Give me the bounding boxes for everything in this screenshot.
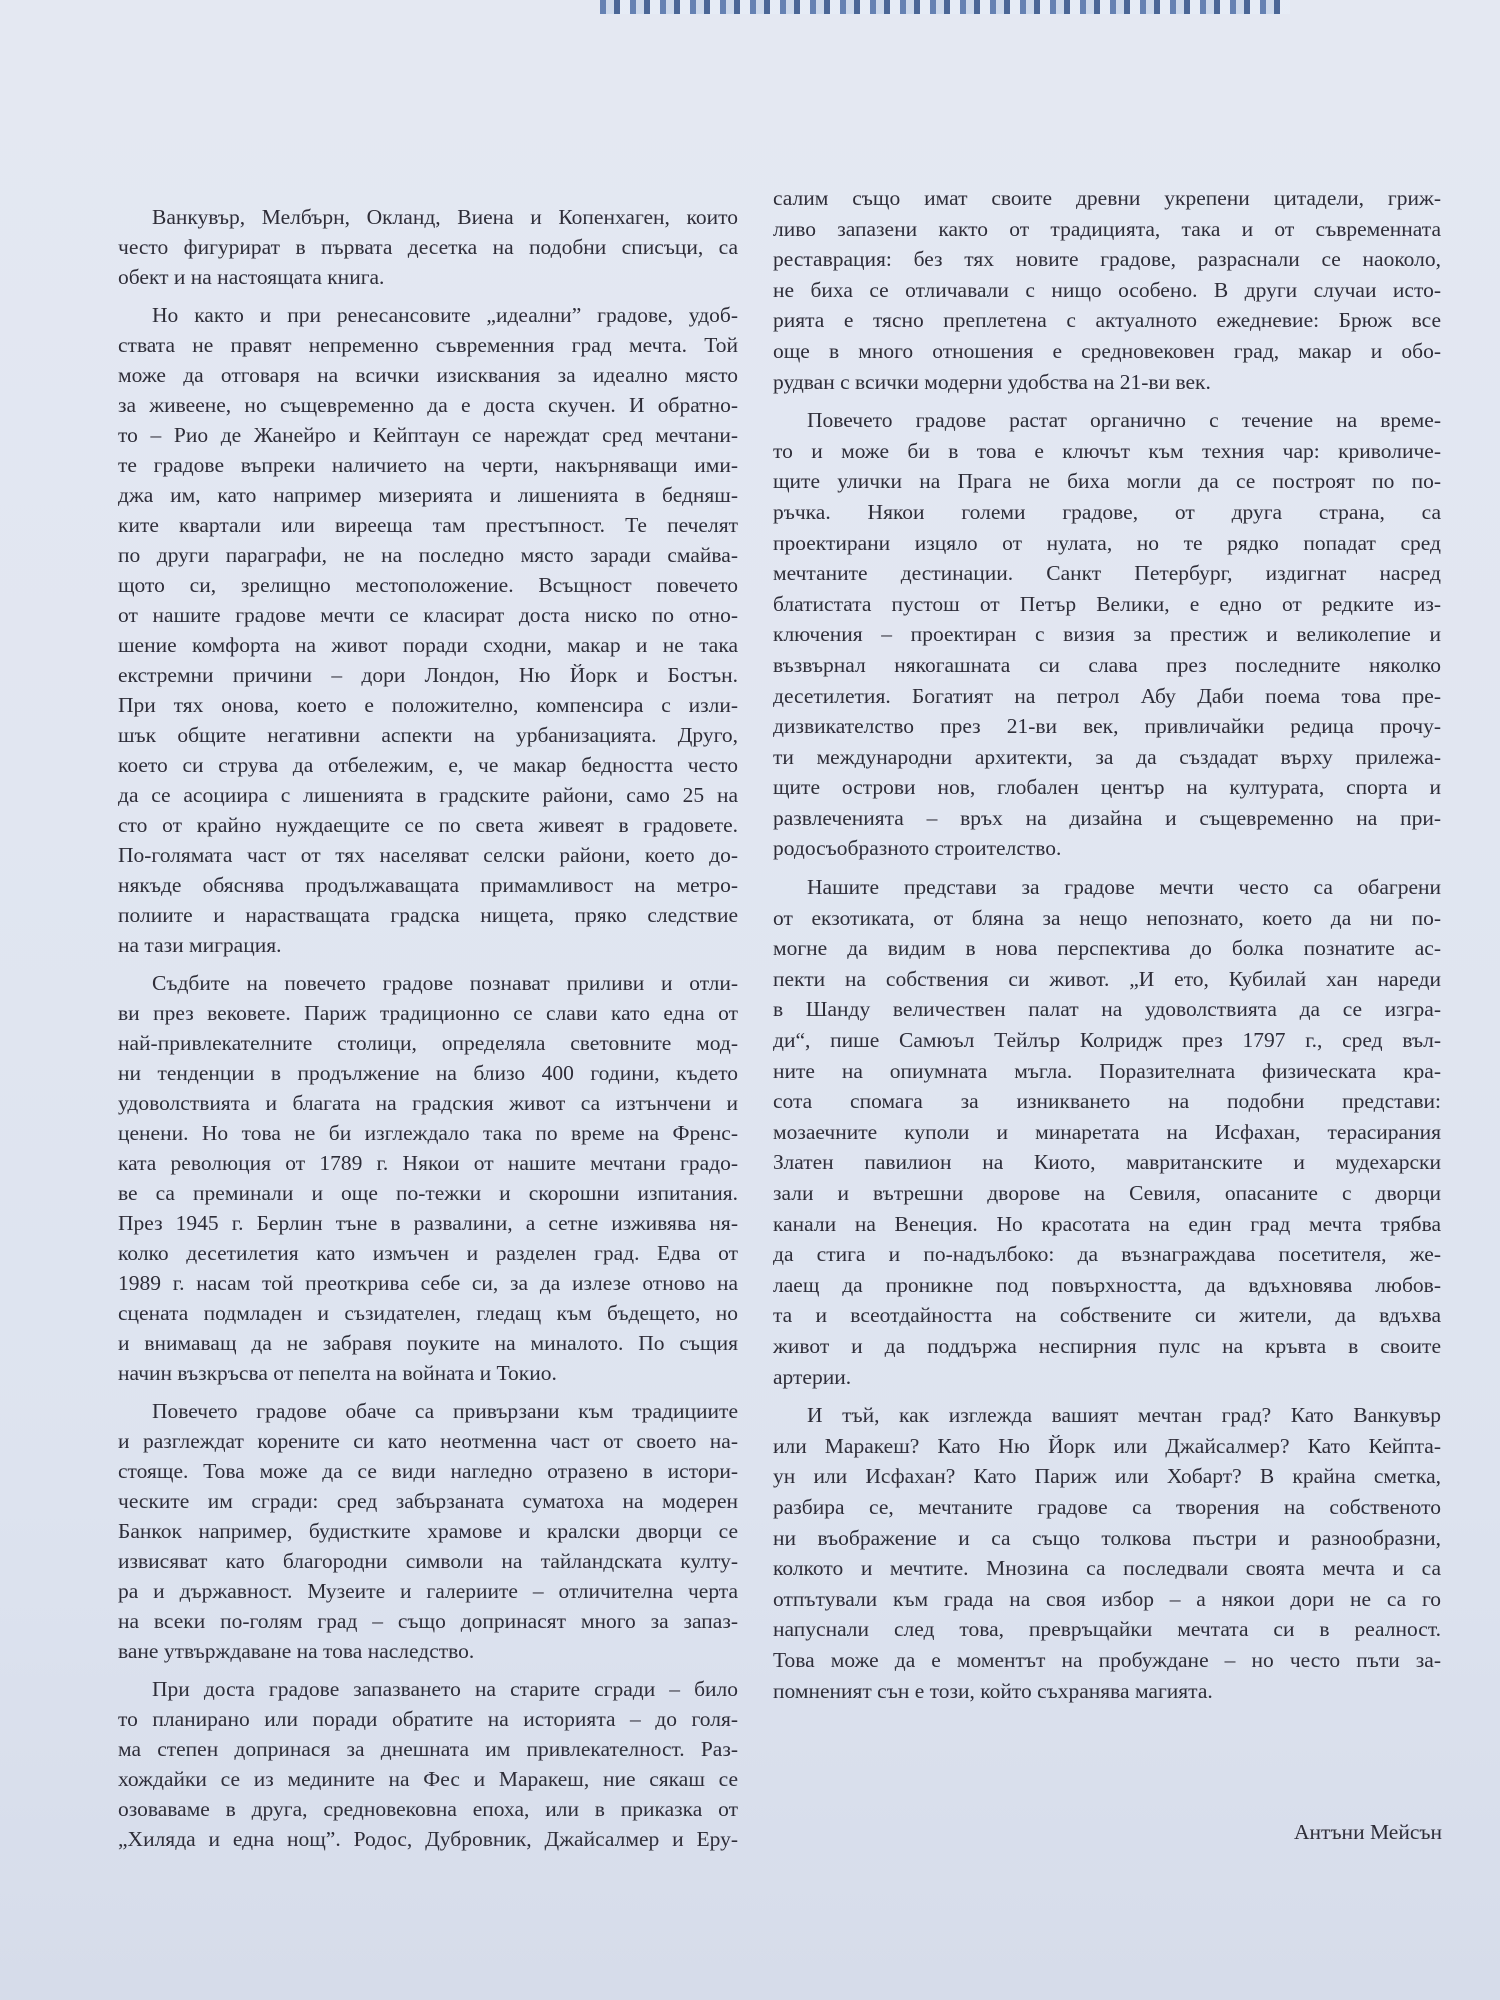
text-line: ма степен допринася за днешната им привлекателност. Раз- (118, 1737, 738, 1761)
paragraph (773, 1400, 1441, 1706)
text-line: салим също имат своите древни укрепени цитадели, гриж- (773, 186, 1441, 210)
text-line: Това може да е моментът на пробуждане – но често пъти за- (773, 1647, 1441, 1672)
text-line: обект и на настоящата книга. (118, 265, 385, 289)
paragraph (118, 1396, 738, 1666)
text-line: на тази миграция. (118, 933, 282, 957)
text-line: ун или Исфахан? Като Париж или Хобарт? В крайна сметка, (773, 1464, 1441, 1489)
text-line: от нашите градове мечти се класират доста ниско по отно- (118, 603, 738, 627)
text-line: шение комфорта на живот поради сходни, макар и не така (118, 633, 738, 657)
text-line: то – Рио де Жанейро и Кейптаун се нареждат сред мечтани- (118, 423, 738, 447)
text-line: в Шанду величествен палат на удоволствията да се изгра- (773, 997, 1441, 1022)
text-line: „Хиляда и една нощ”. Родос, Дубровник, Джайсалмер и Еру- (118, 1827, 738, 1851)
text-line: Ванкувър, Мелбърн, Окланд, Виена и Копенхаген, които (152, 205, 738, 229)
text-line: най-привлекателните столици, определяла световните мод- (118, 1031, 738, 1055)
text-line: ни въображение и са също толкова пъстри и разнообразни, (773, 1525, 1441, 1550)
text-line: от екзотиката, от бляна за нещо непознато, което да ни по- (773, 905, 1441, 930)
text-line: мозаечните куполи и минаретата на Исфахан, терасирания (773, 1119, 1441, 1144)
paragraph (773, 183, 1441, 397)
text-line: ни тенденции в продължение на близо 400 години, където (118, 1061, 738, 1085)
text-line: на всеки по-голям град – също допринасят много за запаз- (118, 1609, 738, 1633)
text-line: удоволствията и благата на градския живот са изтънчени и (118, 1091, 738, 1115)
paragraph (118, 300, 738, 960)
text-line: отпътували към града на своя избор – а някои дори не са го (773, 1586, 1441, 1611)
text-line: извисяват като благородни символи на тайландската култу- (118, 1549, 738, 1573)
text-line: напуснали след това, превръщайки мечтата си в реалност. (773, 1617, 1441, 1642)
text-line: ти международни архитекти, за да създадат върху прилежа- (773, 744, 1441, 769)
text-line: озоваваме в друга, средновековна епоха, или в приказка от (118, 1797, 738, 1821)
text-line: Повечето градове растат органично с течение на време- (807, 408, 1441, 433)
text-line: джа им, като например мизерията и лишенията в бедняш- (118, 483, 738, 507)
paragraph (118, 202, 738, 292)
text-line: И тъй, как изглежда вашият мечтан град? Като Ванкувър (807, 1403, 1441, 1428)
text-line: развлеченията – връх на дизайна и същевременно на при- (773, 805, 1441, 830)
text-line: ките квартали или вирееща там престъпност. Те печелят (118, 513, 738, 537)
text-line: колкото и мечтите. Мнозина са последвали своята мечта и са (773, 1556, 1441, 1581)
text-line: ценени. Но това не би изглеждало така по време на Френс- (118, 1121, 738, 1145)
text-line: ви през вековете. Париж традиционно се слави като една от (118, 1001, 738, 1025)
text-line: 1989 г. насам той преоткрива себе си, за да излезе отново на (118, 1271, 738, 1295)
text-line: сота спомага за изникването на подобни представи: (773, 1089, 1441, 1114)
text-line: проектирани изцяло от нулата, но те рядко попадат сред (773, 530, 1441, 555)
paragraph (773, 405, 1441, 864)
text-line: често фигурират в първата десетка на подобни списъци, са (118, 235, 738, 259)
text-line: ческите им сгради: сред забързаната суматоха на модерен (118, 1489, 738, 1513)
text-line: десетилетия. Богатият на петрол Абу Даби поема това пре- (773, 683, 1441, 708)
text-line: да стига и по-надълбоко: да възнаграждава посетителя, же- (773, 1242, 1441, 1267)
text-line: ване утвърждаване на това наследство. (118, 1639, 475, 1663)
text-line: по други параграфи, не на последно място заради смайва- (118, 543, 738, 567)
left-text-column (118, 202, 738, 1862)
text-line: стояще. Това може да се види нагледно отразено в истори- (118, 1459, 738, 1483)
text-line: Съдбите на повечето градове познават приливи и отли- (152, 971, 738, 995)
text-line: хождайки се из медините на Фес и Маракеш, ние сякаш се (118, 1767, 738, 1791)
text-line: разбира се, мечтаните градове са творения на собственото (773, 1494, 1441, 1519)
text-line: мечтаните дестинации. Санкт Петербург, издигнат насред (773, 561, 1441, 586)
text-line: ливо запазени както от традицията, така и от съвременната (773, 216, 1441, 241)
text-line: или Маракеш? Като Ню Йорк или Джайсалмер? Като Кейпта- (773, 1433, 1441, 1458)
text-line: което си струва да отбележим, е, че макар бедността често (118, 753, 738, 777)
text-line: може да отговаря на всички изисквания за идеално място (118, 363, 738, 387)
text-line: те градове въпреки наличието на черти, накърняващи ими- (118, 453, 738, 477)
text-line: Но както и при ренесансовите „идеални” градове, удоб- (152, 303, 738, 327)
text-line: Банкок например, будистките храмове и кралски дворци се (118, 1519, 738, 1543)
text-line: още в много отношения е средновековен град, макар и обо- (773, 338, 1441, 363)
text-line: екстремни причини – дори Лондон, Ню Йорк и Бостън. (118, 663, 738, 687)
text-line: родосъобразното строителство. (773, 836, 1062, 861)
text-line: ди“, пише Самюъл Тейлър Колридж през 1797 г., сред въл- (773, 1028, 1441, 1053)
text-line: блатистата пустош от Петър Велики, е едно от редките из- (773, 591, 1441, 616)
text-line: реставрация: без тях новите градове, разраснали се наоколо, (773, 247, 1441, 272)
text-line: ръчка. Някои големи градове, от друга страна, са (773, 499, 1441, 524)
top-edge-pattern (600, 0, 1290, 14)
text-line: Златен павилион на Киото, мавританските и мудехарски (773, 1150, 1441, 1175)
text-line: рудван с всички модерни удобства на 21-ви век. (773, 369, 1211, 394)
text-line: щото си, зрелищно местоположение. Всъщност повечето (118, 573, 738, 597)
text-line: артерии. (773, 1364, 852, 1389)
text-line: някъде обяснява продължаващата примамливост на метро- (118, 873, 738, 897)
text-line: зали и вътрешни дворове на Севиля, опасаните с дворци (773, 1181, 1441, 1205)
text-line: При тях онова, което е положително, компенсира с изли- (118, 693, 738, 717)
text-line: ра и държавност. Музеите и галериите – отличителна черта (118, 1579, 738, 1603)
text-line: През 1945 г. Берлин тъне в развалини, а сетне изживява ня- (118, 1211, 738, 1235)
text-line: ключения – проектиран с визия за престиж и великолепие и (773, 622, 1441, 647)
text-line: не биха се отличавали с нищо особено. В други случаи исто- (773, 277, 1441, 302)
text-line: и внимаващ да не забравя поуките на миналото. По същия (118, 1331, 738, 1355)
text-line: лаещ да проникне под повърхността, да вдъхновява любов- (773, 1272, 1441, 1297)
text-line: ката революция от 1789 г. Някои от нашите мечтани градо- (118, 1151, 738, 1175)
text-line: По-голямата част от тях населяват селски райони, което до- (118, 843, 738, 867)
text-line: начин възкръсва от пепелта на войната и Токио. (118, 1361, 557, 1385)
paragraph (118, 1674, 738, 1854)
right-text-column (773, 183, 1441, 1714)
text-line: канали на Венеция. Но красотата на един град мечта трябва (773, 1211, 1441, 1236)
paragraph (118, 968, 738, 1388)
text-line: полиите и нарастващата градска нищета, пряко следствие (118, 903, 738, 927)
text-line: дизвикателство през 21-ви век, привличайки редица прочу- (773, 714, 1441, 739)
text-line: щите улички на Прага не биха могли да се построят по по- (773, 469, 1441, 494)
text-line: сцената подмладен и съзидателен, гледащ към бъдещето, но (118, 1301, 738, 1325)
text-line: ствата не правят непременно съвременния град мечта. Той (118, 333, 738, 357)
text-line: Повечето градове обаче са привързани към традициите (152, 1399, 738, 1423)
text-line: могне да видим в нова перспектива до болка познатите ас- (773, 936, 1441, 961)
text-line: помненият сън е този, който съхранява магията. (773, 1678, 1213, 1703)
text-line: за живеене, но същевременно да е доста скучен. И обратно- (118, 393, 738, 417)
text-line: шък общите негативни аспекти на урбанизацията. Друго, (118, 723, 738, 747)
text-line: ните на опиумната мъгла. Поразителната физическата кра- (773, 1058, 1441, 1083)
text-line: ве са преминали и още по-тежки и скорошни изпитания. (118, 1181, 738, 1205)
text-line: Нашите представи за градове мечти често са обагрени (807, 875, 1441, 900)
text-line: та и всеотдайността на собствените си жители, да вдъхва (773, 1303, 1441, 1328)
text-line: да се асоциира с лишенията в градските райони, само 25 на (118, 783, 738, 807)
text-line: и разглеждат корените си като неотменна част от своето на- (118, 1429, 738, 1453)
text-line: колко десетилетия като измъчен и разделен град. Едва от (118, 1241, 738, 1265)
text-line: При доста градове запазването на старите сгради – било (152, 1677, 738, 1701)
text-line: живот и да поддържа неспирния пулс на кръвта в своите (773, 1333, 1441, 1358)
text-line: щите острови нов, глобален център на културата, спорта и (773, 775, 1441, 800)
text-line: сто от крайно нуждаещите се по света живеят в градовете. (118, 813, 738, 837)
author-signature: Антъни Мейсън (1294, 1820, 1442, 1844)
text-line: то планирано или поради обратите на историята – до голя- (118, 1707, 738, 1731)
paragraph (773, 872, 1441, 1392)
text-line: възвърнал някогашната си слава през последните няколко (773, 652, 1441, 677)
text-line: то и може би в това е ключът към техния чар: криволиче- (773, 438, 1441, 463)
text-line: пекти на собствения си живот. „И ето, Кубилай хан нареди (773, 966, 1441, 991)
text-line: рията е тясно преплетена с актуалното ежедневие: Брюж все (773, 308, 1441, 333)
